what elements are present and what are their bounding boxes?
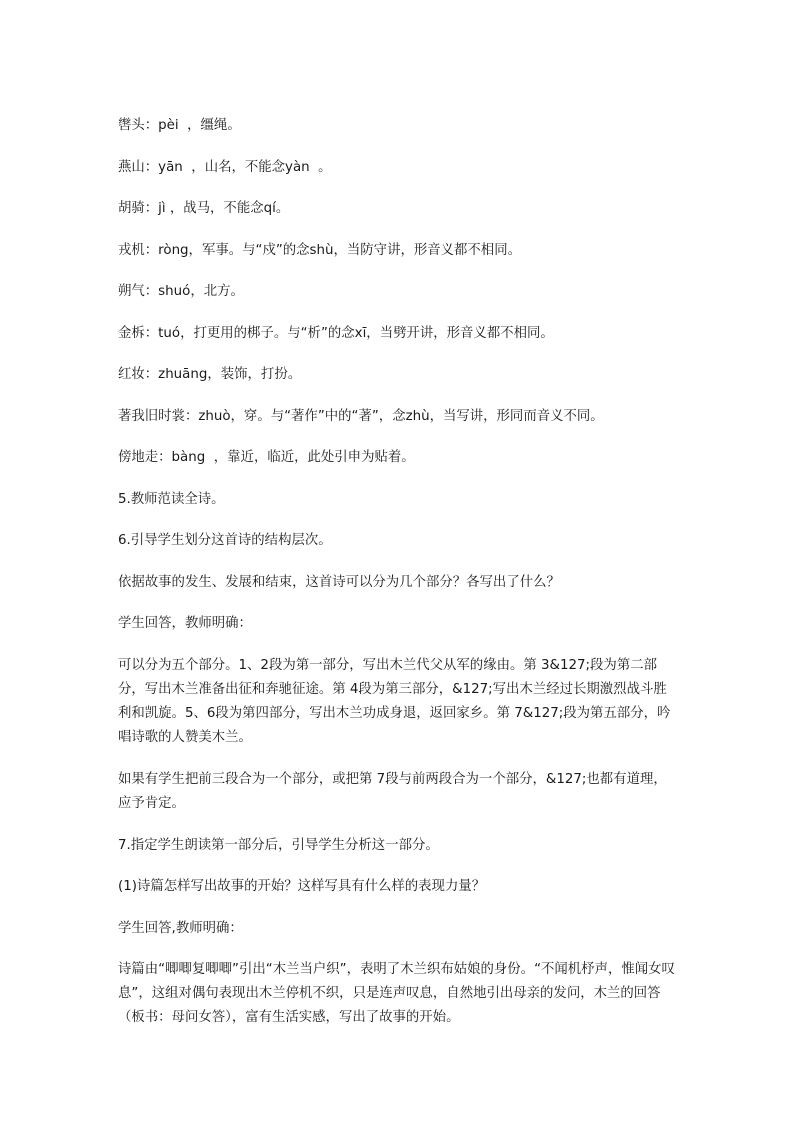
vocab-huji: 胡骑：jì ，战马，不能念qí。 [118,201,290,216]
answer-opening: 诗篇由“唧唧复唧唧”引出“木兰当户织”，表明了木兰织布姑娘的身份。“不闻机杼声，惟闻女叹息”，这组对偶句表现出木兰停机不织，只是连声叹息，自然地引出母亲的发问，木兰的回答（板书：母问女答），富有生活实感，写出了故事的开始。 [118,962,675,1025]
document-body [118,114,680,1048]
vocab-hongzhuang: 红妆：zhuāng，装饰，打扮。 [118,367,302,382]
answer-structure: 可以分为五个部分。1、2段为第一部分，写出木兰代父从军的缘由。第 3&127;段为第二部分，写出木兰准备出征和奔驰征途。第 4段为第三部分，&127;写出木兰经过长期激烈战斗胜利和凯旋。5、6段为第四部分，写出木兰功成身退，返回家乡。第 7&127;段为第五部分，吟唱诗歌的人赞美木兰。 [118,657,671,745]
question-1: (1)诗篇怎样写出故事的开始？这样写具有什么样的表现力量？ [118,879,486,894]
vocab-jintuo: 金柝：tuó，打更用的梆子。与“析”的念xī，当劈开讲，形音义都不相同。 [118,325,554,341]
note-alternative: 如果有学生把前三段合为一个部分，或把第 7段与前两段合为一个部分，&127;也都有道理，应予肯定。 [118,771,667,811]
step-7: 7.指定学生朗读第一部分后，引导学生分析这一部分。 [118,837,439,853]
vocab-zhuo: 著我旧时裳：zhuò，穿。与“著作”中的“著”，念zhù，当写讲，形同而音义不同。 [118,408,604,424]
vocab-peitou: 辔头：pèi ，缰绳。 [118,118,241,133]
answer-label-1: 学生回答，教师明确： [118,616,252,631]
vocab-yanshan: 燕山：yān ，山名，不能念yàn 。 [118,159,332,175]
vocab-bangdizou: 傍地走：bàng ，靠近，临近，此处引申为贴着。 [118,450,415,465]
step-6: 6.引导学生划分这首诗的结构层次。 [118,533,332,548]
answer-label-2: 学生回答,教师明确： [118,920,243,936]
step-5: 5.教师范读全诗。 [118,491,225,507]
vocab-shuoqi: 朔气：shuó，北方。 [118,284,244,299]
vocab-rongji: 戎机：ròng，军事。与“戍”的念shù，当防守讲，形音义都不相同。 [118,242,521,258]
question-structure: 依据故事的发生、发展和结束，这首诗可以分为几个部分？各写出了什么？ [118,574,560,590]
